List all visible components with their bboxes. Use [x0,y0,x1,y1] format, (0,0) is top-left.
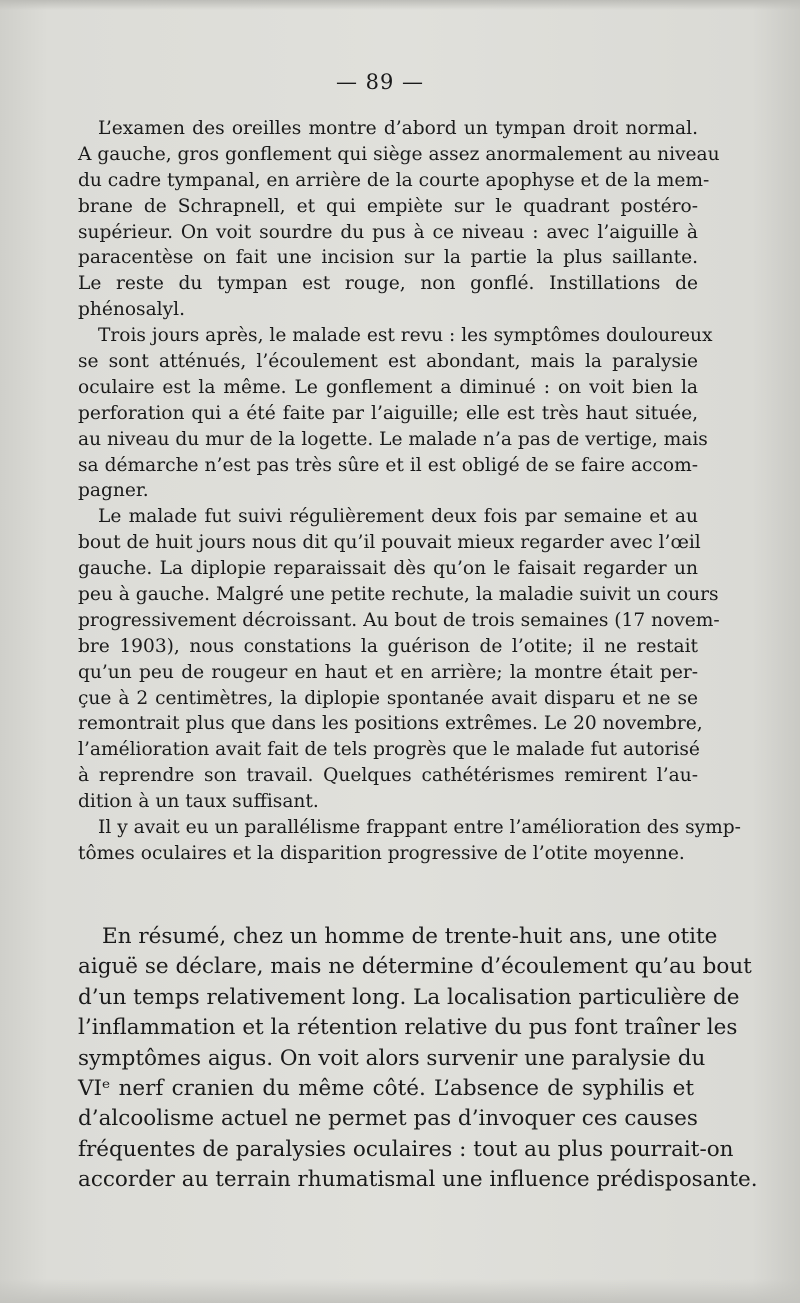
text-line: dition à un taux suffisant. [78,791,319,813]
text-line: pagner. [78,480,149,502]
text-line: qu’un peu de rougeur en haut et en arrière; la montre était per- [78,661,698,683]
text-line: bout de huit jours nous dit qu’il pouvait mieux regarder avec l’œil [78,532,701,554]
text-line: se sont atténués, l’écoulement est abondant, mais la paralysie [78,351,698,373]
text-line: perforation qui a été faite par l’aiguille; elle est très haut située, [78,402,698,424]
text-line: Le malade fut suivi régulièrement deux fois par semaine et au [98,506,698,528]
summary-line: aiguë se déclare, mais ne détermine d’écoulement qu’au bout [78,954,752,980]
paragraph-parallelism [78,815,741,867]
text-line: du cadre tympanal, en arrière de la courte apophyse et de la mem- [78,169,710,191]
text-line: paracentèse on fait une incision sur la partie la plus saillante. [78,247,698,269]
page-top-edge-shadow [0,0,800,10]
page-bottom-edge-shadow [0,1279,800,1303]
text-line: supérieur. On voit sourdre du pus à ce niveau : avec l’aiguille à [78,221,698,243]
summary-line: accorder au terrain rhumatismal une influence prédisposante. [78,1167,758,1193]
summary-line: En résumé, chez un homme de trente-huit ans, une otite [102,924,718,949]
page-number: — 89 — [335,70,425,94]
summary-line: d’un temps relativement long. La localisation particulière de [78,984,740,1010]
text-line: oculaire est la même. Le gonflement a diminué : on voit bien la [78,376,698,398]
text-line: gauche. La diplopie reparaissait dès qu’on le faisait regarder un [78,558,698,580]
text-line: progressivement décroissant. Au bout de trois semaines (17 novem- [78,609,720,631]
text-line: tômes oculaires et la disparition progressive de l’otite moyenne. [78,842,685,864]
text-line: peu à gauche. Malgré une petite rechute, la maladie suivit un cours [78,584,719,606]
summary-paragraph [78,922,758,1196]
text-line: sa démarche n’est pas très sûre et il est obligé de se faire accom- [78,454,698,476]
text-line: çue à 2 centimètres, la diplopie spontanée avait disparu et ne se [78,687,698,709]
text-line: remontrait plus que dans les positions extrêmes. Le 20 novembre, [78,713,703,735]
text-line: au niveau du mur de la logette. Le malade n’a pas de vertige, mais [78,428,708,450]
text-line: Trois jours après, le malade est revu : les symptômes douloureux [98,325,713,347]
case-report-body [78,116,741,867]
summary-line: l’inflammation et la rétention relative du pus font traîner les [78,1015,738,1041]
summary-line: d’alcoolisme actuel ne permet pas d’invoquer ces causes [78,1106,698,1132]
text-line: brane de Schrapnell, et qui empiète sur le quadrant postéro- [78,195,698,217]
summary-line: fréquentes de paralysies oculaires : tout au plus pourrait-on [78,1136,734,1162]
text-line: Il y avait eu un parallélisme frappant entre l’amélioration des symp- [98,817,741,839]
text-line: bre 1903), nous constations la guérison de l’otite; il ne restait [78,635,698,657]
summary-line: VIᵉ nerf cranien du même côté. L’absence de syphilis et [78,1075,694,1101]
paragraph-ear-exam [78,116,720,323]
text-line: Le reste du tympan est rouge, non gonflé. Instillations de [78,273,698,295]
text-line: L’examen des oreilles montre d’abord un tympan droit normal. [98,118,698,139]
text-line: à reprendre son travail. Quelques cathétérismes remirent l’au- [78,765,698,787]
paragraph-follow-up [78,504,720,815]
paragraph-three-days-later [78,323,713,504]
text-line: l’amélioration avait fait de tels progrès que le malade fut autorisé [78,739,700,761]
text-line: phénosalyl. [78,299,185,321]
summary-line: symptômes aigus. On voit alors survenir une paralysie du [78,1045,706,1071]
text-line: A gauche, gros gonflement qui siège assez anormalement au niveau [78,143,720,165]
